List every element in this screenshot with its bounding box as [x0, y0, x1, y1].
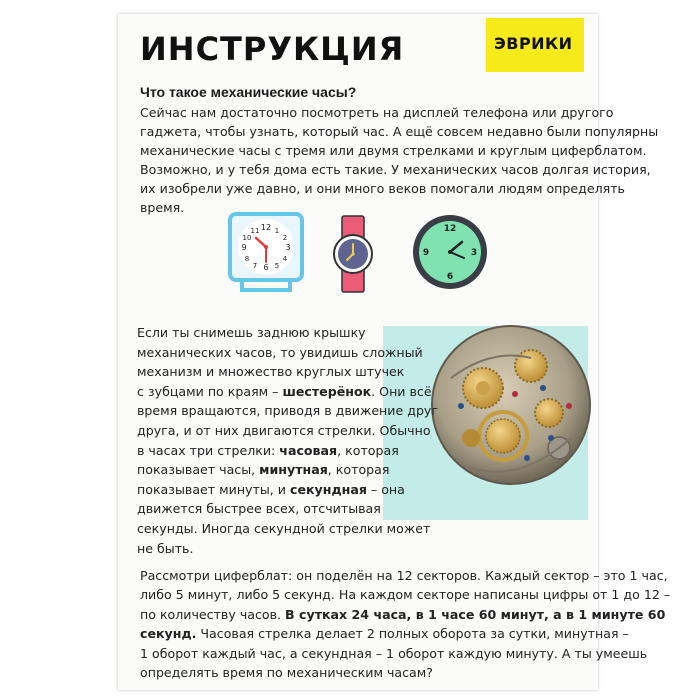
mechanism-line	[137, 421, 438, 441]
mechanism-line	[137, 519, 438, 539]
wall-clock-numeral-9: 9	[422, 248, 430, 258]
intro-line: Сейчас нам достаточно посмотреть на дисплей телефона или другого	[140, 105, 614, 120]
dial-line	[140, 644, 670, 663]
dial-text: Рассмотри циферблат: он поделён на 12 секторов. Каждый сектор – это 1 час,	[140, 568, 668, 583]
wall-clock-icon	[410, 212, 490, 292]
watch-mechanism-image	[431, 318, 591, 492]
alarm-clock-numeral-5: 5	[274, 262, 280, 270]
dial-text: Часовая стрелка делает 2 полных оборота за сутки, минутная –	[196, 626, 629, 642]
mechanism-paragraph	[137, 323, 438, 558]
mechanism-text: секунды. Иногда секундной стрелки может	[137, 520, 431, 536]
mechanism-bold-text: минутная	[259, 462, 328, 478]
alarm-clock-numeral-2: 2	[282, 234, 288, 242]
mechanism-text: . Они всё	[371, 383, 432, 399]
mechanism-text: – она	[366, 481, 405, 497]
mechanism-text: механических часов, то увидишь сложный	[137, 344, 423, 360]
alarm-clock-numeral-8: 8	[244, 255, 250, 263]
dial-line	[140, 663, 670, 682]
mechanism-line	[137, 460, 438, 480]
mechanism-text: с зубцами по краям –	[137, 383, 283, 399]
mechanism-text: в часах три стрелки:	[137, 442, 280, 458]
mechanism-text: показывает минуты, и	[137, 481, 290, 497]
dial-line	[140, 605, 670, 624]
dial-text: 1 оборот каждый час, а секундная – 1 оборот каждую минуту. А ты умеешь	[140, 645, 648, 661]
mechanism-line	[137, 362, 438, 382]
mechanism-line	[137, 382, 438, 402]
mechanism-line	[137, 499, 438, 519]
intro-heading: Что такое механические часы?	[140, 84, 357, 100]
intro-line: механические часы с тремя или двумя стрелками и круглым циферблатом.	[140, 143, 647, 158]
dial-bold-text: В сутках 24 часа, в 1 часе 60 минут, а в 1 минуте 60	[285, 606, 666, 622]
mechanism-line	[137, 480, 438, 500]
brand-logo	[486, 18, 584, 72]
alarm-clock-numeral-9: 9	[241, 243, 247, 252]
mechanism-text: время вращаются, приводя в движение друг	[137, 403, 439, 419]
alarm-clock-icon	[228, 212, 304, 294]
intro-line: время.	[140, 200, 185, 215]
dial-text: определять время по механическим часам?	[140, 665, 433, 681]
intro-paragraph	[140, 103, 658, 217]
mechanism-text: , которая	[327, 462, 390, 478]
mechanism-text: друга, и от них двигаются стрелки. Обычно	[137, 422, 431, 438]
mechanism-text: движется быстрее всех, отсчитывая	[137, 501, 381, 517]
page-title: ИНСТРУКЦИЯ	[140, 30, 405, 68]
intro-line: Возможно, и у тебя дома есть такие. У механических часов долгая история,	[140, 162, 651, 177]
alarm-clock-numeral-4: 4	[282, 255, 288, 263]
alarm-clock-numeral-12: 12	[260, 223, 272, 232]
mechanism-line	[137, 539, 438, 559]
intro-line: их изобрели уже давно, и они много веков помогали людям определять	[140, 181, 625, 196]
mechanism-text: , которая	[337, 442, 399, 458]
mechanism-bold-text: шестерёнок	[282, 383, 372, 399]
alarm-clock-numeral-7: 7	[252, 262, 258, 270]
mechanism-bold-text: часовая	[279, 442, 338, 458]
dial-line	[140, 624, 670, 643]
intro-line: гаджета, чтобы узнать, который час. А ещё совсем недавно были популярны	[140, 124, 659, 139]
alarm-clock-numeral-11: 11	[250, 227, 260, 235]
alarm-clock-numeral-3: 3	[285, 243, 291, 252]
mechanism-text: показывает часы,	[137, 462, 260, 478]
alarm-clock-numeral-6: 6	[263, 263, 269, 272]
wall-clock-numeral-6: 6	[446, 272, 454, 282]
mechanism-text: механизм и множество круглых штучек	[137, 364, 405, 380]
mechanism-text: не быть.	[137, 540, 194, 556]
dial-bold-text: секунд.	[140, 626, 197, 642]
wristwatch-icon	[325, 214, 381, 294]
dial-line	[140, 566, 670, 585]
mechanism-line	[137, 401, 438, 421]
dial-paragraph	[140, 566, 670, 682]
mechanism-bold-text: секундная	[289, 481, 367, 497]
wall-clock-numeral-3: 3	[470, 248, 478, 258]
mechanism-line	[137, 343, 438, 363]
brand-logo-text: ЭВРИКИ	[494, 34, 573, 53]
mechanism-text: Если ты снимешь заднюю крышку	[137, 325, 366, 340]
mechanism-line	[137, 323, 438, 343]
wall-clock-numeral-12: 12	[443, 224, 457, 234]
mechanism-line	[137, 441, 438, 461]
dial-text: либо 5 минут, либо 5 секунд. На каждом секторе написаны цифры от 1 до 12 –	[140, 587, 671, 603]
alarm-clock-numeral-1: 1	[274, 227, 280, 235]
dial-text: по количеству часов.	[140, 606, 286, 622]
alarm-clock-numeral-10: 10	[242, 234, 252, 242]
dial-line	[140, 585, 670, 604]
